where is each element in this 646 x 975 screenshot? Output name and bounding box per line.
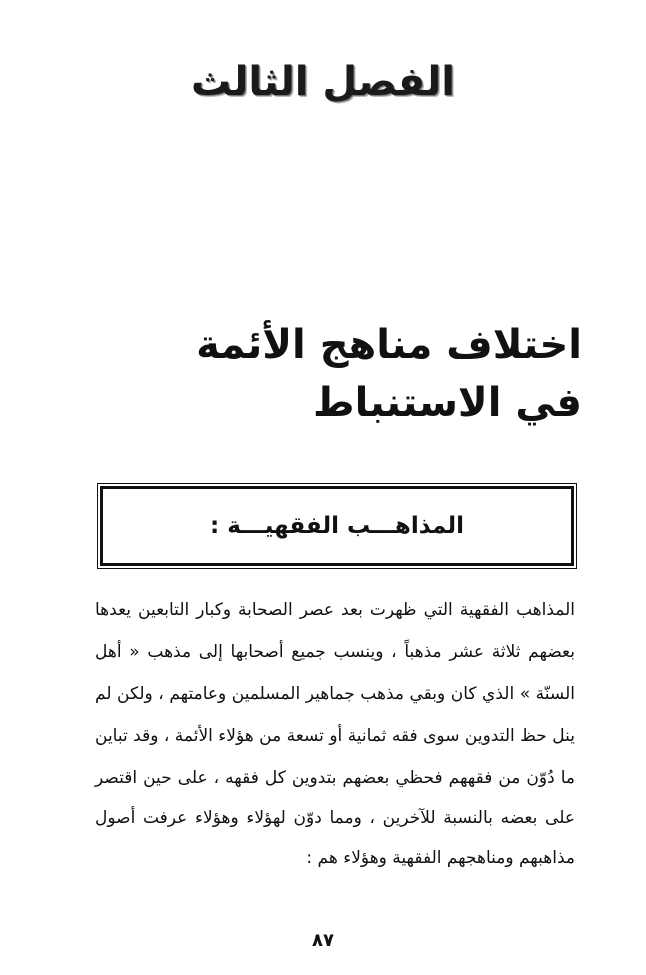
subsection-heading-box <box>100 486 574 566</box>
body-line: المذاهب الفقهية التي ظهرت بعد عصر الصحابة وكبار التابعين يعدها <box>95 600 575 620</box>
subsection-heading: المذاهـــب الفقهيـــة : <box>210 513 464 539</box>
section-title-line-2: في الاستنباط <box>313 380 582 426</box>
body-line: مذاهبهم ومناهجهم الفقهية وهؤلاء هم : <box>306 848 575 868</box>
page-number: ٨٧ <box>312 930 334 951</box>
body-line: ما دُوّن من فقههم فحظي بعضهم بتدوين كل فقهه ، على حين اقتصر <box>95 768 575 788</box>
body-line: على بعضه بالنسبة للآخرين ، ومما دوّن لهؤلاء وهؤلاء عرفت أصول <box>95 808 575 828</box>
body-line: السنّة » الذي كان وبقي مذهب جماهير المسلمين وعامتهم ، ولكن لم <box>95 684 575 704</box>
chapter-title: الفصل الثالث <box>190 59 455 105</box>
body-line: ينل حظ التدوين سوى فقه ثمانية أو تسعة من هؤلاء الأئمة ، وقد تباين <box>95 726 575 746</box>
body-line: بعضهم ثلاثة عشر مذهباً ، وينسب جميع أصحابها إلى مذهب « أهل <box>95 642 575 662</box>
section-title-line-1: اختلاف مناهج الأئمة <box>196 322 582 368</box>
